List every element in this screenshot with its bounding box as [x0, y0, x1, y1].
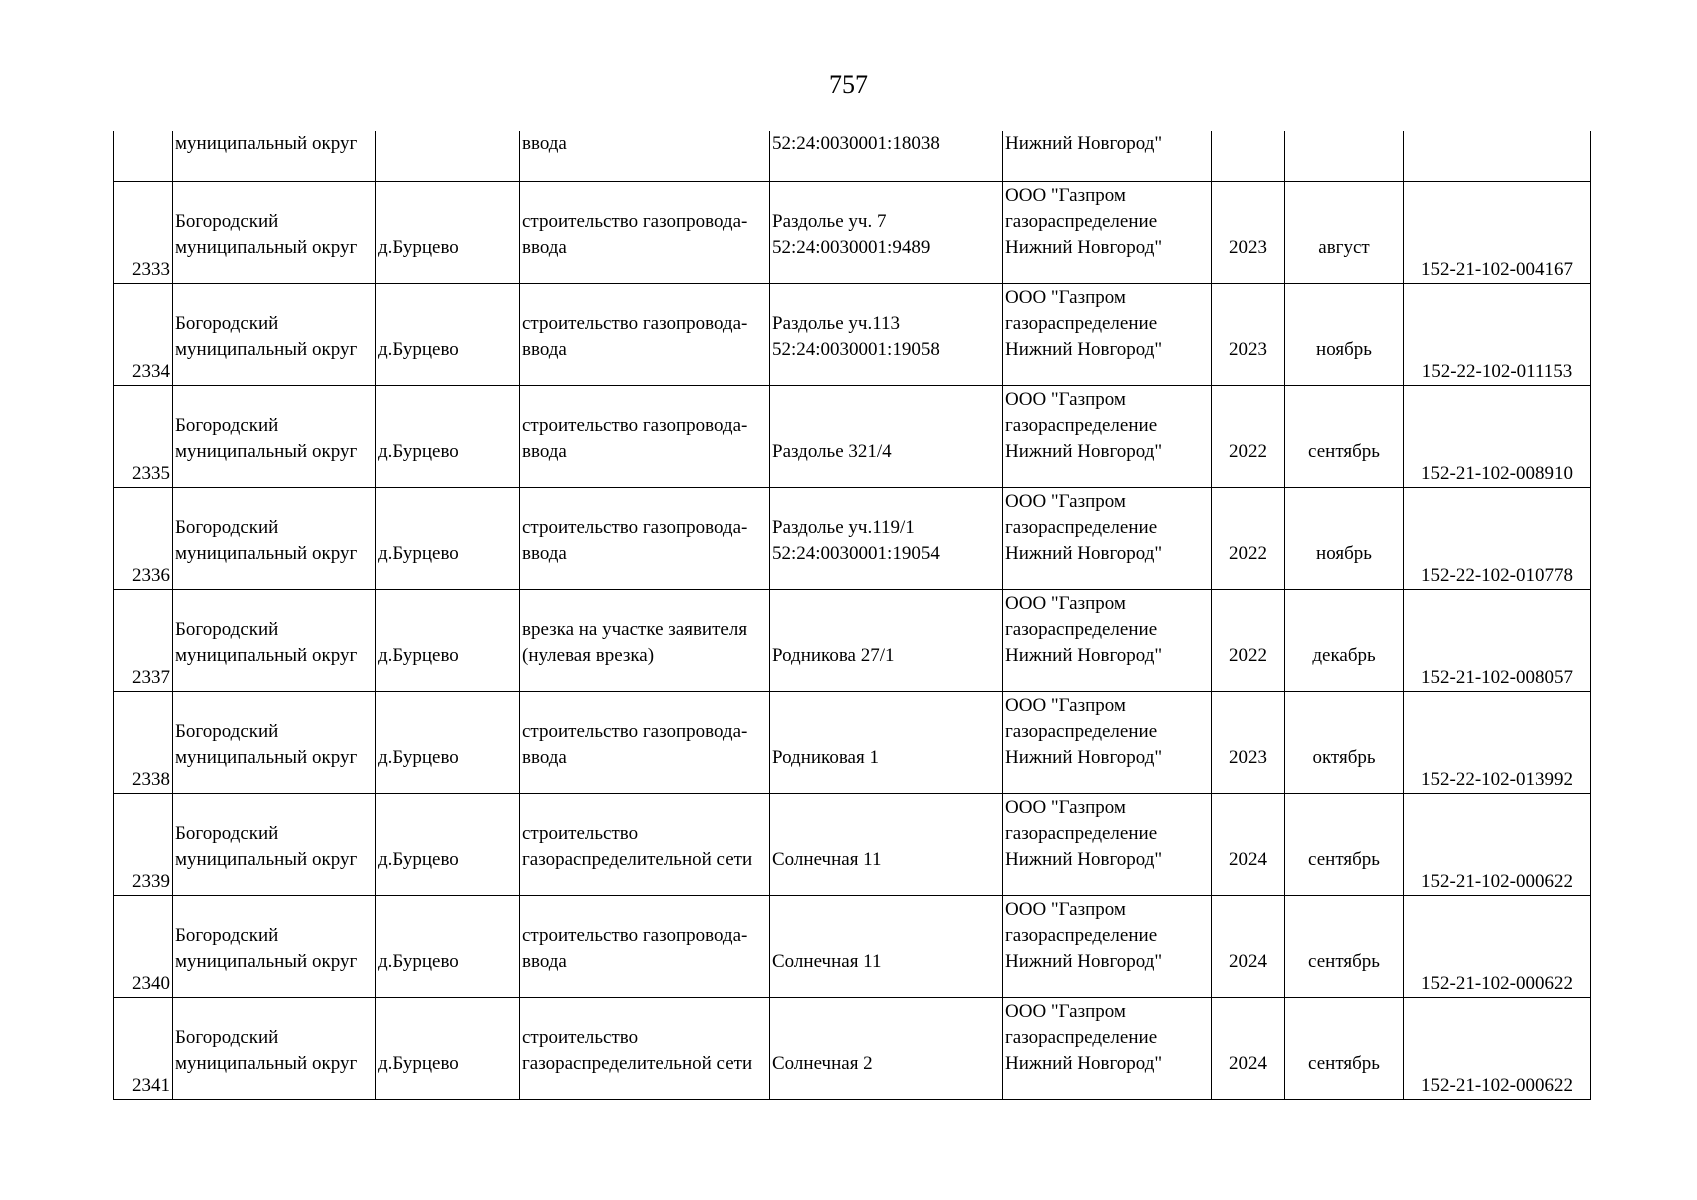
- cell-line: Раздолье уч.119/1: [772, 516, 915, 538]
- village-cell: [376, 691, 520, 793]
- district-cell: [173, 895, 376, 997]
- cell-line: Нижний Новгород": [1005, 542, 1163, 564]
- cell-line: муниципальный округ: [175, 848, 358, 870]
- cell-lines: [772, 311, 1000, 385]
- month-cell: [1285, 691, 1404, 793]
- cell-line: газораспределение: [1005, 618, 1158, 640]
- cell-line: строительство газопровода-: [522, 210, 748, 232]
- cell-lines: [1214, 643, 1282, 691]
- organization-cell: [1003, 283, 1212, 385]
- district-cell: [173, 181, 376, 283]
- cell-lines: [175, 1025, 373, 1099]
- year-cell: [1212, 793, 1285, 895]
- cell-lines: [1005, 999, 1209, 1099]
- cell-line: д.Бурцево: [378, 746, 459, 768]
- cell-line: д.Бурцево: [378, 338, 459, 360]
- cell-lines: [522, 413, 767, 487]
- cell-line: газораспределение: [1005, 312, 1158, 334]
- cell-line: Раздолье уч. 7: [772, 210, 887, 232]
- cell-line: 2024: [1229, 950, 1267, 972]
- permit-number-cell: 152-21-102-000622: [1404, 997, 1591, 1099]
- village-cell: [376, 589, 520, 691]
- row-number-cell: 2334: [114, 283, 173, 385]
- address-cell: [770, 589, 1003, 691]
- cell-line: муниципальный округ: [175, 440, 358, 462]
- cell-line: Богородский: [175, 312, 279, 334]
- table-row: [114, 283, 1591, 385]
- table-row: [114, 895, 1591, 997]
- permit-number-cell: 152-21-102-008910: [1404, 385, 1591, 487]
- cell-lines: [1214, 541, 1282, 589]
- cell-line: строительство газопровода-: [522, 720, 748, 742]
- cell-lines: [1005, 387, 1209, 487]
- cell-line: строительство газопровода-: [522, 924, 748, 946]
- cell-lines: [1287, 439, 1401, 487]
- cell-line: Солнечная 11: [772, 950, 882, 972]
- work-type-cell: [520, 283, 770, 385]
- cell-line: ООО "Газпром: [1005, 388, 1126, 410]
- organization-cell: [1003, 589, 1212, 691]
- cell-line: газораспределение: [1005, 1026, 1158, 1048]
- cell-line: муниципальный округ: [175, 950, 358, 972]
- cell-lines: [1287, 235, 1401, 283]
- organization-cell: [1003, 181, 1212, 283]
- village-cell: [376, 283, 520, 385]
- cell-line: Нижний Новгород": [1005, 950, 1163, 972]
- cell-lines: [175, 617, 373, 691]
- year-cell: [1212, 283, 1285, 385]
- cell-line: август: [1318, 236, 1370, 258]
- cell-lines: [1214, 847, 1282, 895]
- cell-line: 2023: [1229, 236, 1267, 258]
- district-cell: [173, 385, 376, 487]
- table-row: [114, 385, 1591, 487]
- year-cell: [1212, 589, 1285, 691]
- table-body: [114, 131, 1591, 1099]
- cell-lines: [1287, 541, 1401, 589]
- cell-lines: [1214, 745, 1282, 793]
- month-cell: [1285, 385, 1404, 487]
- cell-lines: [522, 821, 767, 895]
- cell-line: Богородский: [175, 822, 279, 844]
- cell-line: сентябрь: [1308, 848, 1380, 870]
- row-number-cell: 2339: [114, 793, 173, 895]
- cell-line: Богородский: [175, 720, 279, 742]
- cell-lines: [378, 439, 517, 487]
- cell-line: Богородский: [175, 210, 279, 232]
- cell-line: 2022: [1229, 644, 1267, 666]
- cell-line: д.Бурцево: [378, 542, 459, 564]
- cell-lines: [522, 515, 767, 589]
- cell-line: строительство: [522, 1026, 639, 1048]
- cell-lines: [378, 847, 517, 895]
- work-type-cell: [520, 793, 770, 895]
- cell-line: д.Бурцево: [378, 236, 459, 258]
- year-cell: [1212, 487, 1285, 589]
- district-cell: [173, 793, 376, 895]
- cell-line: Богородский: [175, 516, 279, 538]
- cell-line: д.Бурцево: [378, 950, 459, 972]
- year-cell: [1212, 895, 1285, 997]
- cell-lines: [175, 719, 373, 793]
- month-cell: [1285, 895, 1404, 997]
- cell-lines: [772, 515, 1000, 589]
- cell-line: строительство газопровода-: [522, 414, 748, 436]
- cell-line: ввода: [522, 950, 567, 972]
- cell-line: муниципальный округ: [175, 746, 358, 768]
- cell-lines: [522, 923, 767, 997]
- village-cell: [376, 131, 520, 181]
- cell-line: сентябрь: [1308, 1052, 1380, 1074]
- address-cell: [770, 895, 1003, 997]
- cell-lines: [1005, 183, 1209, 283]
- cell-line: Нижний Новгород": [1005, 746, 1163, 768]
- cell-lines: [378, 337, 517, 385]
- cell-line: газораспределение: [1005, 924, 1158, 946]
- gas-connection-table: [113, 131, 1591, 1100]
- month-cell: [1285, 589, 1404, 691]
- cell-line: газораспределительной сети: [522, 1052, 753, 1074]
- table-row: [114, 691, 1591, 793]
- cell-line: [772, 719, 1000, 745]
- row-number-cell: 2340: [114, 895, 173, 997]
- month-cell: [1285, 997, 1404, 1099]
- cell-line: ввода: [522, 440, 567, 462]
- cell-lines: [378, 235, 517, 283]
- cell-line: д.Бурцево: [378, 848, 459, 870]
- district-cell: [173, 487, 376, 589]
- cell-line: Родниковая 1: [772, 746, 879, 768]
- village-cell: [376, 793, 520, 895]
- cell-lines: [1005, 285, 1209, 385]
- cell-lines: [175, 209, 373, 283]
- cell-lines: [522, 1025, 767, 1099]
- organization-cell: Нижний Новгород": [1003, 131, 1212, 181]
- village-cell: [376, 181, 520, 283]
- cell-lines: [175, 311, 373, 385]
- cell-line: муниципальный округ: [175, 236, 358, 258]
- permit-number-cell: 152-22-102-011153: [1404, 283, 1591, 385]
- cell-line: октябрь: [1312, 746, 1376, 768]
- cell-line: Богородский: [175, 414, 279, 436]
- cell-lines: [1287, 847, 1401, 895]
- cell-lines: [772, 719, 1000, 793]
- cell-line: ООО "Газпром: [1005, 1000, 1126, 1022]
- work-type-cell: [520, 589, 770, 691]
- cell-line: Нижний Новгород": [1005, 338, 1163, 360]
- cell-line: Нижний Новгород": [1005, 644, 1163, 666]
- cell-line: Нижний Новгород": [1005, 1052, 1163, 1074]
- cell-line: [772, 821, 1000, 847]
- cell-line: врезка на участке заявителя: [522, 618, 748, 640]
- cell-line: д.Бурцево: [378, 440, 459, 462]
- work-type-cell: [520, 895, 770, 997]
- cell-line: [772, 923, 1000, 949]
- cell-lines: [1214, 337, 1282, 385]
- cell-lines: [772, 209, 1000, 283]
- work-type-cell: [520, 691, 770, 793]
- cell-line: ввода: [522, 746, 567, 768]
- row-number-cell: 2333: [114, 181, 173, 283]
- district-cell: [173, 691, 376, 793]
- permit-number-cell: 152-22-102-013992: [1404, 691, 1591, 793]
- address-cell: [770, 283, 1003, 385]
- cell-line: ввода: [522, 338, 567, 360]
- address-cell: 52:24:0030001:18038: [770, 131, 1003, 181]
- cell-lines: [1214, 1051, 1282, 1099]
- row-number-cell: 2338: [114, 691, 173, 793]
- table-row-continued: [114, 131, 1591, 181]
- cell-lines: [522, 209, 767, 283]
- cell-line: Солнечная 11: [772, 848, 882, 870]
- address-cell: [770, 793, 1003, 895]
- organization-cell: [1003, 385, 1212, 487]
- cell-line: муниципальный округ: [175, 644, 358, 666]
- year-cell: [1212, 691, 1285, 793]
- cell-lines: [772, 923, 1000, 997]
- page-number: 757: [829, 70, 868, 99]
- cell-line: 2022: [1229, 542, 1267, 564]
- cell-line: ввода: [522, 542, 567, 564]
- cell-line: Богородский: [175, 618, 279, 640]
- cell-line: д.Бурцево: [378, 1052, 459, 1074]
- cell-lines: [378, 643, 517, 691]
- cell-line: [772, 1025, 1000, 1051]
- cell-line: ООО "Газпром: [1005, 898, 1126, 920]
- cell-line: 2022: [1229, 440, 1267, 462]
- table-row: [114, 487, 1591, 589]
- cell-line: газораспределение: [1005, 210, 1158, 232]
- cell-lines: [772, 617, 1000, 691]
- cell-line: ноябрь: [1316, 338, 1372, 360]
- cell-line: Родникова 27/1: [772, 644, 895, 666]
- cell-line: Солнечная 2: [772, 1052, 873, 1074]
- cell-line: декабрь: [1312, 644, 1376, 666]
- organization-cell: [1003, 487, 1212, 589]
- cell-line: [772, 413, 1000, 439]
- cell-line: муниципальный округ: [175, 338, 358, 360]
- cell-lines: [1005, 693, 1209, 793]
- table-row: [114, 181, 1591, 283]
- district-cell: [173, 589, 376, 691]
- address-cell: [770, 385, 1003, 487]
- cell-lines: [522, 719, 767, 793]
- cell-line: газораспределение: [1005, 414, 1158, 436]
- organization-cell: [1003, 997, 1212, 1099]
- month-cell: [1285, 793, 1404, 895]
- cell-lines: [378, 541, 517, 589]
- work-type-cell: [520, 997, 770, 1099]
- cell-line: Раздолье уч.113: [772, 312, 901, 334]
- permit-number-cell: 152-21-102-000622: [1404, 895, 1591, 997]
- address-cell: [770, 487, 1003, 589]
- cell-line: ООО "Газпром: [1005, 184, 1126, 206]
- cell-lines: [1214, 439, 1282, 487]
- cell-line: 52:24:0030001:9489: [772, 236, 931, 258]
- year-cell: [1212, 181, 1285, 283]
- district-cell: [173, 997, 376, 1099]
- cell-line: 2023: [1229, 338, 1267, 360]
- cell-lines: [1214, 235, 1282, 283]
- table-row: [114, 589, 1591, 691]
- cell-line: газораспределение: [1005, 720, 1158, 742]
- cell-line: [772, 617, 1000, 643]
- cell-lines: [1287, 1051, 1401, 1099]
- work-type-cell: [520, 487, 770, 589]
- cell-lines: [772, 1025, 1000, 1099]
- cell-line: муниципальный округ: [175, 1052, 358, 1074]
- address-cell: [770, 181, 1003, 283]
- organization-cell: [1003, 793, 1212, 895]
- village-cell: [376, 385, 520, 487]
- permit-number-cell: 152-21-102-004167: [1404, 181, 1591, 283]
- cell-line: Нижний Новгород": [1005, 848, 1163, 870]
- year-cell: [1212, 131, 1285, 181]
- cell-lines: [522, 617, 767, 691]
- work-type-cell: [520, 181, 770, 283]
- cell-lines: [1005, 897, 1209, 997]
- address-cell: [770, 997, 1003, 1099]
- cell-line: газораспределение: [1005, 516, 1158, 538]
- cell-line: муниципальный округ: [175, 542, 358, 564]
- cell-line: Богородский: [175, 1026, 279, 1048]
- cell-line: ООО "Газпром: [1005, 796, 1126, 818]
- permit-number-cell: 152-21-102-000622: [1404, 793, 1591, 895]
- permit-number-cell: 152-22-102-010778: [1404, 487, 1591, 589]
- cell-line: ввода: [522, 236, 567, 258]
- cell-line: ООО "Газпром: [1005, 286, 1126, 308]
- cell-line: Раздолье 321/4: [772, 440, 892, 462]
- cell-lines: [175, 923, 373, 997]
- month-cell: [1285, 283, 1404, 385]
- cell-line: Богородский: [175, 924, 279, 946]
- cell-line: газораспределительной сети: [522, 848, 753, 870]
- cell-lines: [175, 515, 373, 589]
- year-cell: [1212, 997, 1285, 1099]
- row-number-cell: 2335: [114, 385, 173, 487]
- cell-lines: [522, 311, 767, 385]
- cell-lines: [772, 413, 1000, 487]
- village-cell: [376, 997, 520, 1099]
- row-number-cell: 2337: [114, 589, 173, 691]
- row-number-cell: 2341: [114, 997, 173, 1099]
- cell-lines: [1214, 949, 1282, 997]
- cell-line: Нижний Новгород": [1005, 440, 1163, 462]
- address-cell: [770, 691, 1003, 793]
- cell-line: газораспределение: [1005, 822, 1158, 844]
- permit-number-cell: 152-21-102-008057: [1404, 589, 1591, 691]
- cell-line: 2024: [1229, 848, 1267, 870]
- district-cell: муниципальный округ: [173, 131, 376, 181]
- month-cell: [1285, 181, 1404, 283]
- cell-line: ООО "Газпром: [1005, 694, 1126, 716]
- cell-line: строительство газопровода-: [522, 312, 748, 334]
- cell-lines: [378, 1051, 517, 1099]
- cell-lines: [378, 745, 517, 793]
- cell-lines: [1287, 337, 1401, 385]
- table-row: [114, 793, 1591, 895]
- district-cell: [173, 283, 376, 385]
- cell-line: сентябрь: [1308, 950, 1380, 972]
- cell-line: 2023: [1229, 746, 1267, 768]
- cell-line: ноябрь: [1316, 542, 1372, 564]
- cell-lines: [175, 821, 373, 895]
- cell-line: строительство: [522, 822, 639, 844]
- cell-line: строительство газопровода-: [522, 516, 748, 538]
- cell-line: ООО "Газпром: [1005, 490, 1126, 512]
- organization-cell: [1003, 895, 1212, 997]
- cell-lines: [175, 413, 373, 487]
- cell-line: Нижний Новгород": [1005, 236, 1163, 258]
- row-number-cell: 2336: [114, 487, 173, 589]
- row-number-cell: [114, 131, 173, 181]
- work-type-cell: ввода: [520, 131, 770, 181]
- month-cell: [1285, 487, 1404, 589]
- cell-lines: [1005, 591, 1209, 691]
- village-cell: [376, 487, 520, 589]
- table-row: [114, 997, 1591, 1099]
- cell-line: ООО "Газпром: [1005, 592, 1126, 614]
- cell-line: (нулевая врезка): [522, 644, 655, 666]
- month-cell: [1285, 131, 1404, 181]
- cell-line: сентябрь: [1308, 440, 1380, 462]
- year-cell: [1212, 385, 1285, 487]
- cell-lines: [378, 949, 517, 997]
- cell-line: д.Бурцево: [378, 644, 459, 666]
- cell-lines: [1005, 795, 1209, 895]
- cell-lines: [1005, 489, 1209, 589]
- organization-cell: [1003, 691, 1212, 793]
- cell-lines: [772, 821, 1000, 895]
- cell-line: 52:24:0030001:19058: [772, 338, 940, 360]
- permit-number-cell: [1404, 131, 1591, 181]
- cell-lines: [1287, 643, 1401, 691]
- cell-line: 2024: [1229, 1052, 1267, 1074]
- village-cell: [376, 895, 520, 997]
- cell-line: 52:24:0030001:19054: [772, 542, 940, 564]
- cell-lines: [1287, 745, 1401, 793]
- work-type-cell: [520, 385, 770, 487]
- cell-lines: [1287, 949, 1401, 997]
